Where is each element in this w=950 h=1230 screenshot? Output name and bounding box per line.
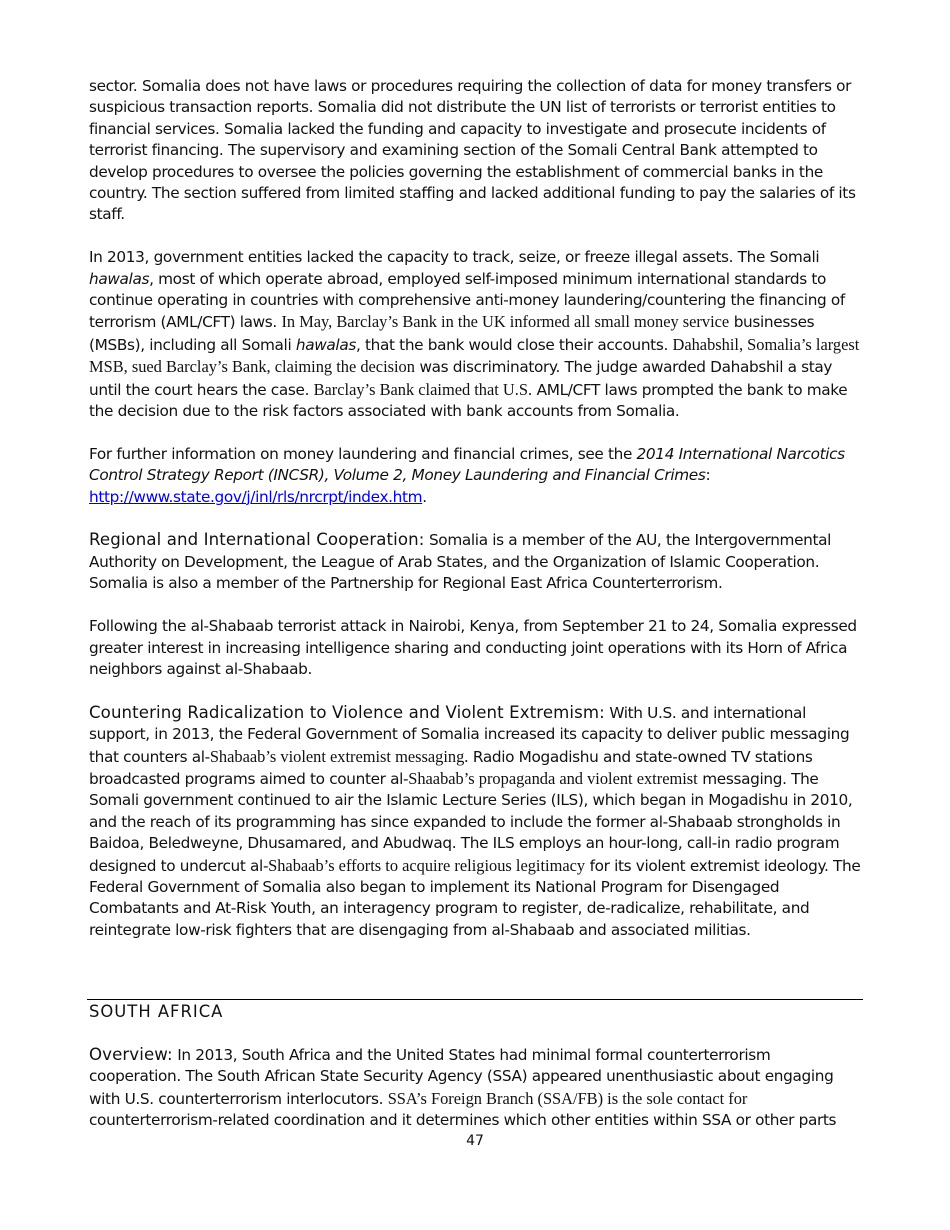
text-run-serif: Shaabab’s propaganda and violent extremist [408, 768, 698, 788]
paragraph-countering-radicalization [89, 702, 861, 941]
text-run: With U.S. and international support, in 2013, the Federal Government of Somalia increased its capacity to deliver public messaging that counters al- [89, 703, 850, 766]
text-run-serif: SSA’s Foreign Branch (SSA/FB) is the sole contact for [387, 1088, 748, 1108]
text-run-serif: In May, Barclay’s Bank in the UK informed all small money service [281, 312, 730, 332]
paragraph-regional-cooperation [89, 529, 861, 594]
italic-term-hawalas: hawalas [89, 269, 150, 288]
report-title: 2014 International Narcotics Control Strategy Report (INCSR), Volume 2, Money Laundering and Financial Crimes [89, 444, 845, 485]
text-run: Radio Mogadishu and state-owned TV stations broadcasted programs aimed to counter al- [89, 747, 813, 788]
text-run: businesses (MSBs), including all Somali [89, 313, 815, 354]
text-run-serif: Dahabshil, Somalia’s largest MSB, sued Barclay’s Bank, claiming the decision [89, 334, 860, 377]
paragraph-overview [89, 1044, 861, 1132]
country-heading: SOUTH AFRICA [89, 1002, 224, 1021]
paragraph-further-information [89, 444, 861, 508]
text-run: : [705, 466, 711, 485]
paragraph-terrorist-financing: sector. Somalia does not have laws or procedures requiring the collection of data for money transfers or suspicious transaction reports. Somalia did not distribute the UN list of terrorists or terrorist entities to financial services. Somalia lacked the funding and capacity to investigate and prosecute incidents of terrorist financing. The supervisory and examining section of the Somali Central Bank attempted to develop procedures to oversee the policies governing the establishment of commercial banks in the country. The section suffered from limited staffing and lacked additional funding to pay the salaries of its staff. [89, 77, 856, 224]
italic-term-hawalas: hawalas [295, 335, 356, 354]
text-run-serif: Shabaab’s violent extremist messaging. [209, 746, 469, 766]
text-run-serif: Barclay’s Bank claimed that U.S. [313, 379, 533, 399]
text-run-serif: Shabaab’s efforts to acquire religious legitimacy [268, 855, 586, 875]
paragraph-nairobi-attack: Following the al-Shabaab terrorist attack in Nairobi, Kenya, from September 21 to 24, Somalia expressed greater interest in increasing intelligence sharing and conducting joint operations with its Horn of Africa neighbors against al-Shabaab. [89, 617, 857, 678]
text-run: was discriminatory. The judge awarded Dahabshil a stay until the court hears the case. [89, 358, 833, 399]
paragraph-illegal-assets [89, 247, 861, 422]
text-run: AML/CFT laws prompted the bank to make the decision due to the risk factors associated with bank accounts from Somalia. [89, 380, 848, 421]
text-run: counterterrorism-related coordination and it determines which other entities within SSA or other parts [89, 1111, 837, 1130]
section-heading: Overview: [89, 1045, 173, 1064]
section-heading: Regional and International Cooperation: [89, 530, 425, 550]
text-run: , that the bank would close their accounts. [355, 335, 673, 354]
text-run: For further information on money laundering and financial crimes, see the [89, 444, 637, 463]
text-run: Somalia is a member of the AU, the Intergovernmental Authority on Development, the League of Arab States, and the Organization of Islamic Cooperation. Somalia is also a member of the Partnership for Regional East Africa Counterterrorism. [89, 531, 832, 593]
text-run: In 2013, South Africa and the United States had minimal formal counterterrorism cooperation. The South African State Security Agency (SSA) appeared unenthusiastic about engaging with U.S. counterterrorism interlocutors. [89, 1046, 834, 1108]
text-run: , most of which operate abroad, employed self-imposed minimum international standards to continue operating in countries with comprehensive anti-money laundering/countering the financing of terrorism (AML/CFT) laws. [89, 269, 845, 332]
text-run: messaging. The Somali government continued to air the Islamic Lecture Series (ILS), which began in Mogadishu in 2010, and the reach of its programming has since expanded to include the former al-Shabaab strongholds in Baidoa, Beledweyne, Dhusamared, and Abudwaq. The ILS employs an hour-long, call-in radio program designed to undercut al- [89, 769, 853, 875]
text-run: . [422, 487, 427, 506]
section-divider [87, 999, 863, 1000]
page-number: 47 [466, 1133, 484, 1149]
text-run: for its violent extremist ideology. The Federal Government of Somalia also began to implement its National Program for Disengaged Combatants and At-Risk Youth, an interagency program to register, de-radicalize, rehabilitate, and reintegrate low-risk fighters that are disengaging from al-Shabaab and associated militias. [89, 856, 861, 939]
document-body [89, 76, 861, 963]
incsr-link[interactable]: http://www.state.gov/j/inl/rls/nrcrpt/index.htm [89, 487, 423, 506]
section-heading: Countering Radicalization to Violence and Violent Extremism: [89, 702, 605, 722]
text-run: In 2013, government entities lacked the capacity to track, seize, or freeze illegal assets. The Somali [89, 248, 820, 267]
